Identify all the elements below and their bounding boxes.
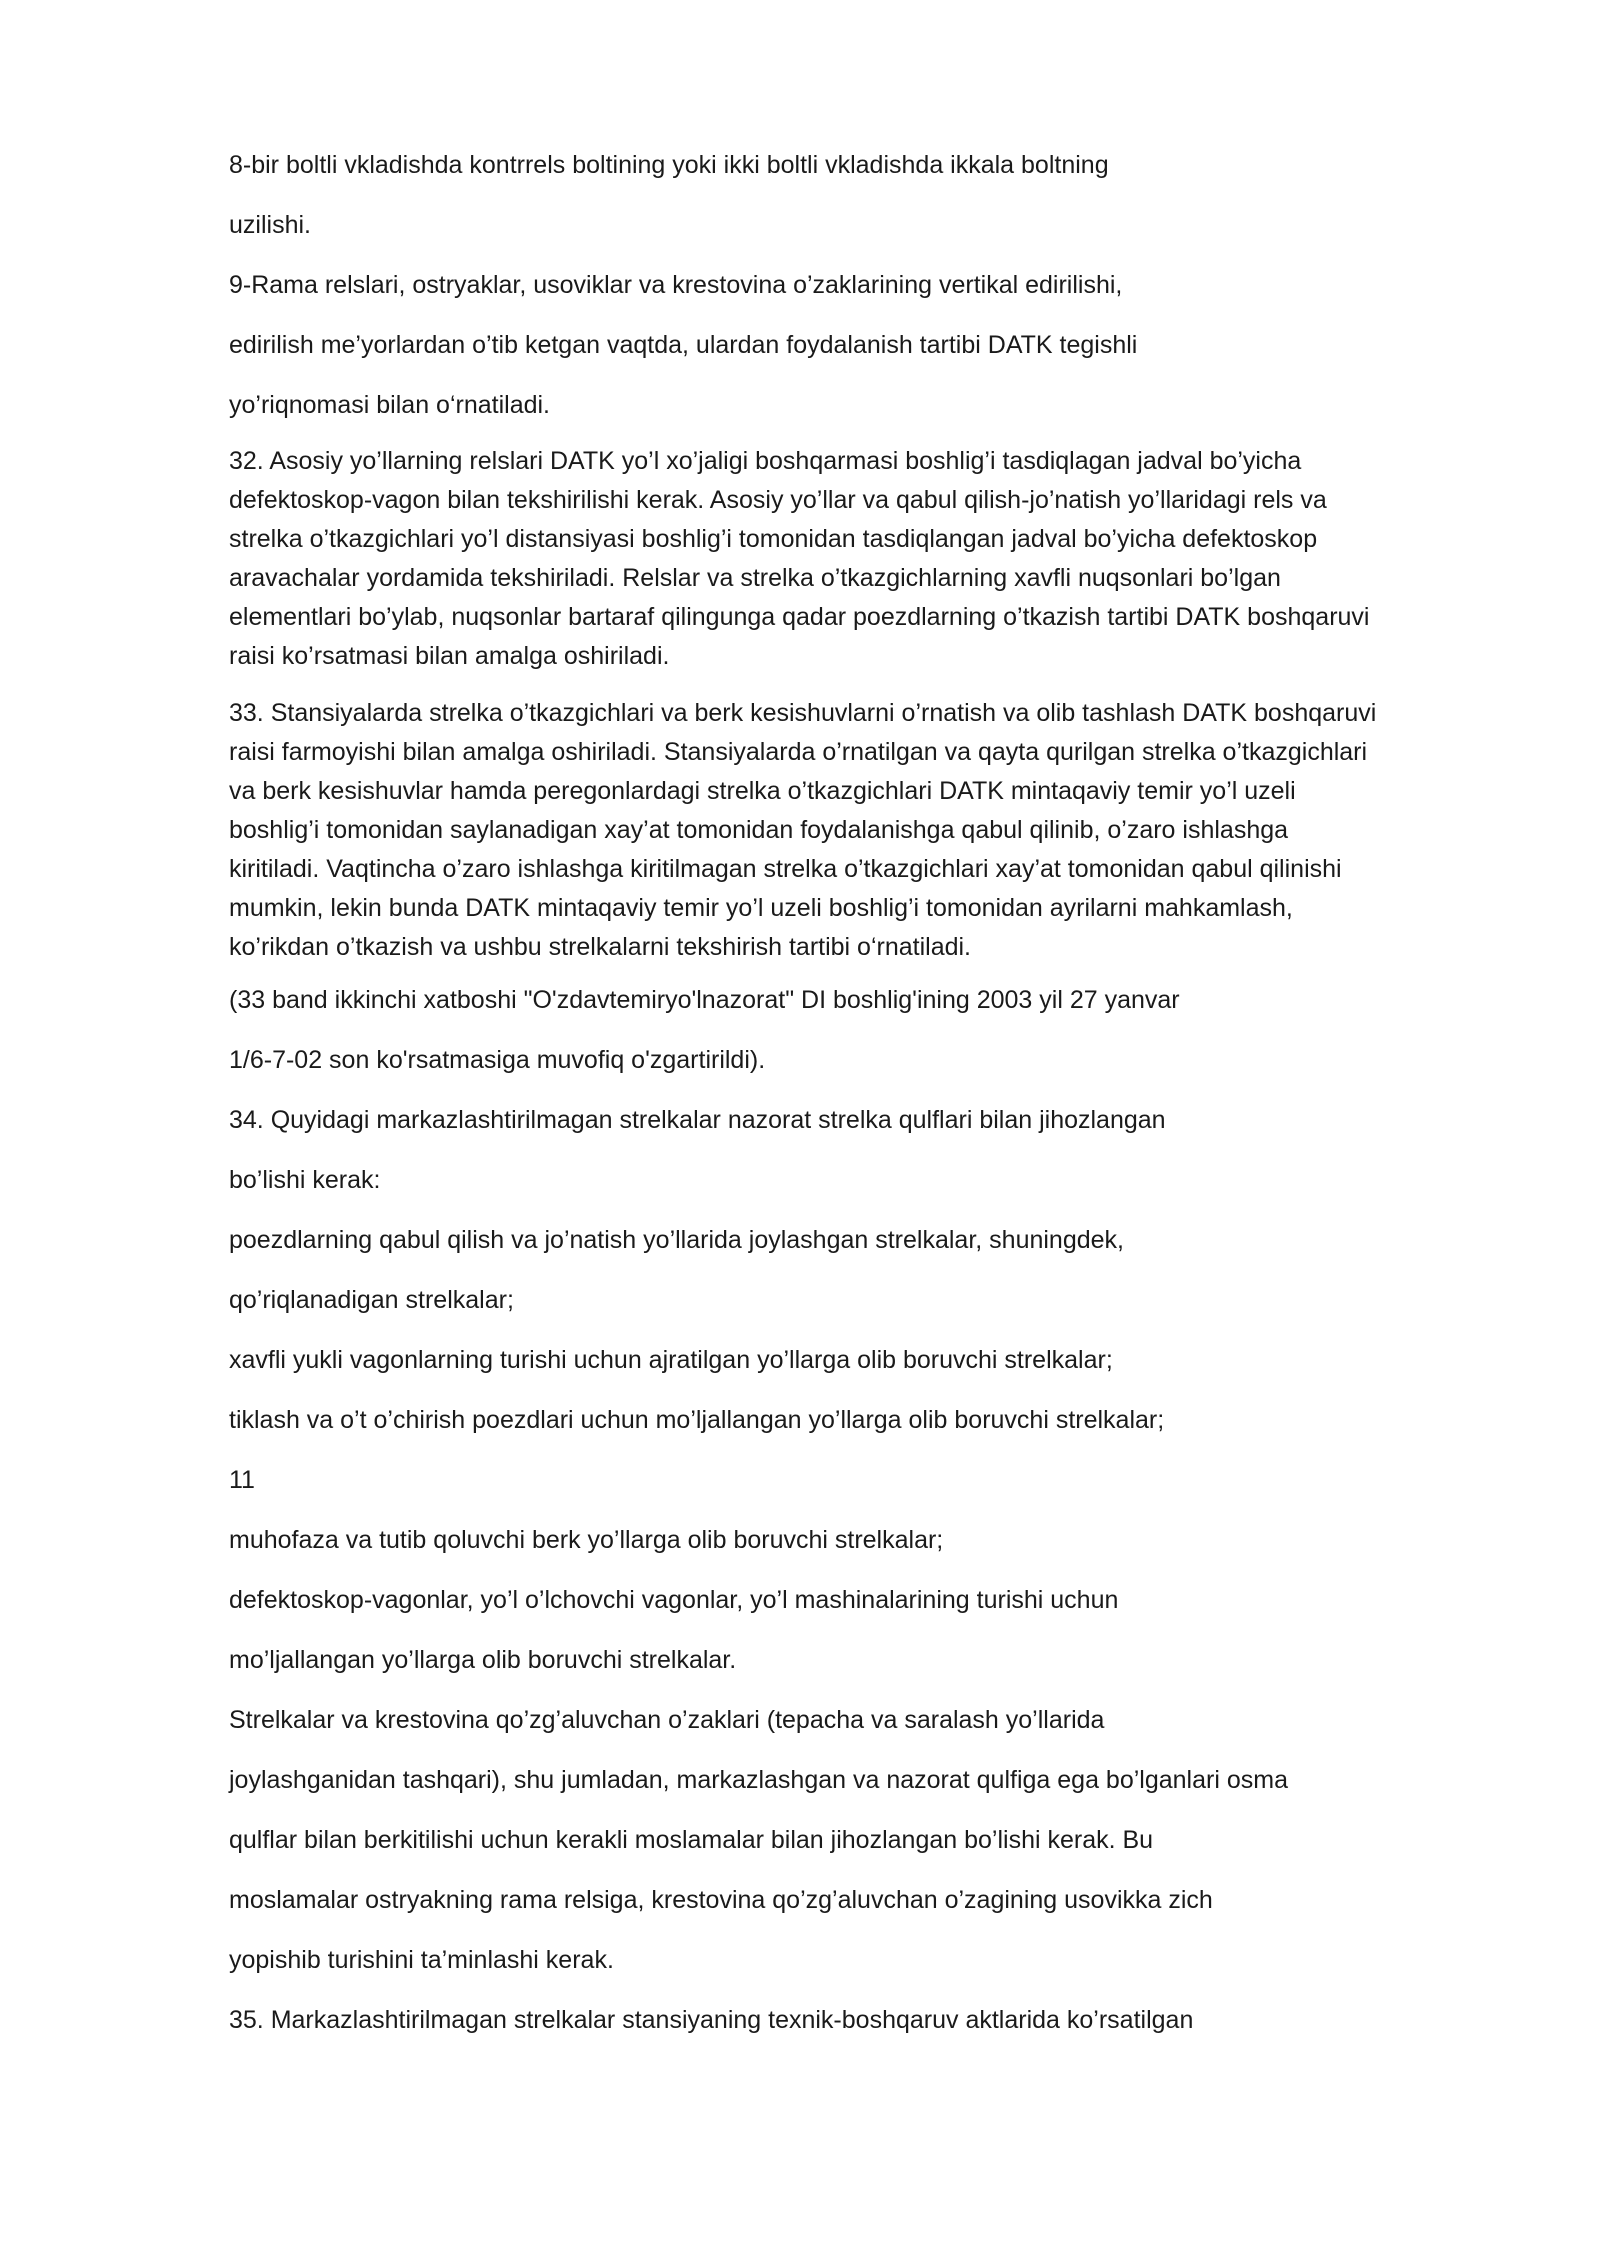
text-line: muhofaza va tutib qoluvchi berk yo’llarga olib boruvchi strelkalar; [229, 1526, 944, 1554]
paragraph-line: strelka o’tkazgichlari yo’l distansiyasi boshlig’i tomonidan tasdiqlangan jadval bo’yicha defektoskop [229, 525, 1318, 553]
text-line: defektoskop-vagonlar, yo’l o’lchovchi vagonlar, yo’l mashinalarining turishi uchun [229, 1586, 1119, 1614]
paragraph [229, 442, 1479, 676]
paragraph-line: elementlari bo’ylab, nuqsonlar bartaraf qilingunga qadar poezdlarning o’tkazish tartibi DATK boshqaruvi [229, 603, 1370, 631]
text-line: bo’lishi kerak: [229, 1166, 381, 1194]
text-line: 34. Quyidagi markazlashtirilmagan strelkalar nazorat strelka qulflari bilan jihozlangan [229, 1106, 1166, 1134]
paragraph-line: va berk kesishuvlar hamda peregonlardagi strelka o’tkazgichlari DATK mintaqaviy temir yo’l uzeli [229, 777, 1296, 805]
paragraph-line: kiritiladi. Vaqtincha o’zaro ishlashga kiritilmagan strelka o’tkazgichlari xay’at tomonidan qabul qilinishi [229, 855, 1342, 883]
paragraph-line: raisi farmoyishi bilan amalga oshiriladi. Stansiyalarda o’rnatilgan va qayta qurilgan strelka o’tkazgichlari [229, 738, 1368, 766]
text-line: mo’ljallangan yo’llarga olib boruvchi strelkalar. [229, 1646, 737, 1674]
paragraph-line: mumkin, lekin bunda DATK mintaqaviy temir yo’l uzeli boshlig’i tomonidan ayrilarni mahkamlash, [229, 894, 1293, 922]
text-line: 1/6-7-02 son ko'rsatmasiga muvofiq o'zgartirildi). [229, 1046, 766, 1074]
paragraph-line: 32. Asosiy yo’llarning relslari DATK yo’l xo’jaligi boshqarmasi boshlig’i tasdiqlagan jadval bo’yicha [229, 447, 1302, 475]
page-number: 11 [229, 1466, 255, 1494]
paragraph-line: 33. Stansiyalarda strelka o’tkazgichlari va berk kesishuvlarni o’rnatish va olib tashlash DATK boshqaruvi [229, 699, 1377, 727]
paragraph-line: boshlig’i tomonidan saylanadigan xay’at tomonidan foydalanishga qabul qilinib, o’zaro ishlashga [229, 816, 1289, 844]
paragraph-line: defektoskop-vagon bilan tekshirilishi kerak. Asosiy yo’llar va qabul qilish-jo’natish yo’llaridagi rels va [229, 486, 1327, 514]
text-line: 35. Markazlashtirilmagan strelkalar stansiyaning texnik-boshqaruv aktlarida ko’rsatilgan [229, 2006, 1194, 2034]
paragraph [229, 694, 1479, 967]
document-body [229, 150, 1479, 2065]
text-line: uzilishi. [229, 211, 311, 239]
text-line: poezdlarning qabul qilish va jo’natish yo’llarida joylashgan strelkalar, shuningdek, [229, 1226, 1124, 1254]
text-line: 9-Rama relslari, ostryaklar, usoviklar va krestovina o’zaklarining vertikal edirilishi, [229, 271, 1123, 299]
text-line: moslamalar ostryakning rama relsiga, krestovina qo’zg’aluvchan o’zagining usovikka zich [229, 1886, 1213, 1914]
text-line: xavfli yukli vagonlarning turishi uchun ajratilgan yo’llarga olib boruvchi strelkalar; [229, 1346, 1113, 1374]
text-line: 8-bir boltli vkladishda kontrrels boltining yoki ikki boltli vkladishda ikkala boltning [229, 151, 1109, 179]
paragraph-line: aravachalar yordamida tekshiriladi. Relslar va strelka o’tkazgichlarning xavfli nuqsonlari bo’lgan [229, 564, 1281, 592]
text-line: tiklash va o’t o’chirish poezdlari uchun mo’ljallangan yo’llarga olib boruvchi strelkalar; [229, 1406, 1165, 1434]
text-line: yopishib turishini ta’minlashi kerak. [229, 1946, 614, 1974]
text-line: joylashganidan tashqari), shu jumladan, markazlashgan va nazorat qulfiga ega bo’lganlari osma [229, 1766, 1288, 1794]
text-line: edirilish me’yorlardan o’tib ketgan vaqtda, ulardan foydalanish tartibi DATK tegishli [229, 331, 1138, 359]
text-line: qulflar bilan berkitilishi uchun kerakli moslamalar bilan jihozlangan bo’lishi kerak. Bu [229, 1826, 1154, 1854]
paragraph-line: raisi ko’rsatmasi bilan amalga oshiriladi. [229, 642, 670, 670]
text-line: Strelkalar va krestovina qo’zg’aluvchan o’zaklari (tepacha va saralash yo’llarida [229, 1706, 1105, 1734]
text-line: yo’riqnomasi bilan o‘rnatiladi. [229, 391, 550, 419]
text-line: (33 band ikkinchi xatboshi "O'zdavtemiryo'lnazorat" DI boshlig'ining 2003 yil 27 yanvar [229, 986, 1180, 1014]
text-line: qo’riqlanadigan strelkalar; [229, 1286, 514, 1314]
paragraph-line: ko’rikdan o’tkazish va ushbu strelkalarni tekshirish tartibi o‘rnatiladi. [229, 933, 972, 961]
